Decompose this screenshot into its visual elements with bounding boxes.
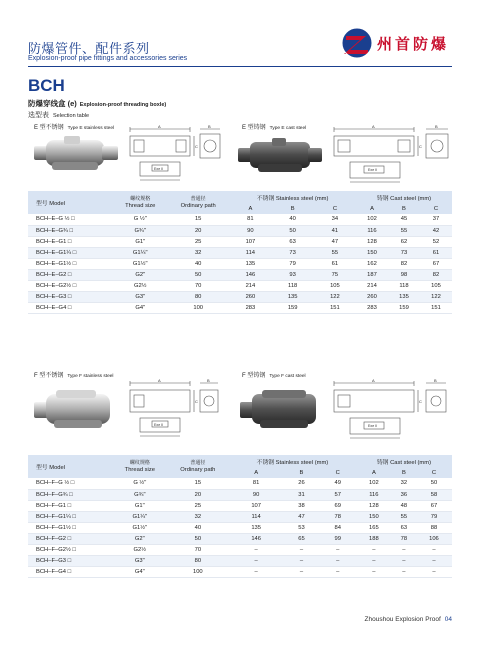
table-cell: 81 — [252, 480, 260, 487]
table-cell: 67 — [430, 502, 438, 509]
table-row — [28, 225, 452, 236]
table-row — [28, 214, 452, 225]
table-cell: G1" — [135, 238, 146, 245]
table-cell: 50 — [167, 533, 229, 544]
table-row — [28, 258, 452, 269]
table-cell: 100 — [193, 304, 204, 311]
table-cell: 105 — [330, 282, 340, 289]
model-cell: BCH–E–G1¼ □ — [28, 247, 113, 258]
model-cell: BCH–E–G2 □ — [28, 269, 113, 280]
table-cell: 31 — [283, 489, 319, 500]
table-cell: 214 — [245, 282, 256, 289]
spec-table-f — [28, 455, 452, 578]
table-cell: 100 — [192, 568, 203, 575]
table-cell: 61 — [420, 247, 452, 258]
table-cell: – — [320, 555, 356, 566]
table-cell: 135 — [245, 260, 256, 267]
dim-b-label: B — [207, 378, 210, 383]
table-cell: 20 — [167, 225, 229, 236]
table-cell: 116 — [356, 489, 392, 500]
table-cell: G1½" — [132, 260, 148, 267]
model-cell: BCH–F–G1 □ — [36, 502, 72, 509]
table-cell: G1½" — [132, 524, 148, 531]
f-cast-drawing — [330, 378, 454, 444]
table-cell: 50 — [430, 480, 438, 487]
table-cell: 67 — [432, 260, 440, 267]
spec-table-e — [28, 191, 452, 314]
model-cell: BCH–F–G2½ □ — [36, 546, 76, 553]
table-row — [28, 302, 452, 313]
product-title-en: Explosion-proof threading boxle) — [79, 102, 167, 108]
table-cell: 45 — [400, 216, 408, 223]
e-stainless-photo — [30, 132, 122, 178]
dim-c-label: C — [419, 144, 422, 149]
figure-label-e-stainless: E 型不锈钢 Type E stainless steel — [34, 125, 115, 131]
table-cell: 40 — [194, 260, 202, 267]
model-cell: BCH–E–G1½ □ — [36, 260, 77, 267]
table-cell: 25 — [194, 502, 202, 509]
table-cell: G¾" — [113, 225, 167, 236]
table-cell: – — [432, 568, 436, 575]
e-cast-photo — [236, 134, 326, 178]
table-row — [28, 478, 452, 489]
table-row — [28, 236, 452, 247]
table-row — [28, 247, 452, 258]
table-row — [28, 280, 452, 291]
table-row — [28, 544, 452, 555]
col-model: 型号 Model — [28, 191, 113, 214]
table-cell: 78 — [320, 511, 356, 522]
col-cast: 铸钢 Cast steel (mm) — [356, 455, 452, 467]
model-cell: BCH–E–G1 □ — [36, 238, 72, 245]
exe-label: Exe II — [368, 168, 378, 172]
table-cell: 146 — [229, 533, 283, 544]
table-cell: 32 — [400, 480, 408, 487]
table-cell: 128 — [369, 502, 379, 509]
table-row — [28, 511, 452, 522]
table-cell: 260 — [229, 291, 271, 302]
table-cell: 75 — [314, 269, 356, 280]
col-b: B — [283, 467, 319, 478]
dim-a-label: A — [158, 124, 161, 129]
table-cell: 90 — [229, 489, 283, 500]
dim-c-label: C — [419, 399, 422, 404]
f-stainless-drawing — [126, 378, 224, 442]
model-cell: BCH–F–G1¼ □ — [28, 511, 113, 522]
table-cell: 55 — [388, 225, 420, 236]
table-cell: 69 — [334, 502, 341, 509]
table-cell: 114 — [229, 511, 283, 522]
table-cell: 40 — [289, 216, 296, 223]
table-cell: 82 — [400, 260, 408, 267]
table-cell: – — [392, 555, 416, 566]
model-cell: BCH–F–G¾ □ — [28, 489, 113, 500]
table-cell: 65 — [283, 533, 319, 544]
table-cell: 40 — [194, 524, 202, 531]
table-cell: 47 — [283, 511, 319, 522]
page-footer — [365, 616, 452, 623]
table-row — [28, 500, 452, 511]
logo-mark-icon — [340, 26, 374, 60]
table-cell: 78 — [392, 533, 416, 544]
exe-label: Exe II — [368, 424, 378, 428]
table-cell: – — [299, 568, 304, 575]
page-number: 04 — [444, 616, 452, 623]
col-b: B — [392, 467, 416, 478]
table-cell: 26 — [298, 480, 305, 487]
col-path: 普通径 Ordinary path — [167, 191, 229, 214]
table-cell: G3" — [113, 291, 167, 302]
model-cell: BCH–E–G ½ □ — [36, 216, 75, 223]
product-title-cn: 防爆穿线盒 (e) — [28, 99, 77, 108]
table-cell: 58 — [416, 489, 452, 500]
table-row — [28, 533, 452, 544]
model-cell: BCH–E–G4 □ — [36, 304, 72, 311]
table-cell: 128 — [367, 238, 377, 245]
table-cell: 90 — [229, 225, 271, 236]
col-c: C — [320, 467, 356, 478]
col-a: A — [229, 467, 283, 478]
header-divider — [28, 66, 452, 67]
table-cell: – — [283, 555, 319, 566]
page-title: 防爆管件、配件系列 — [28, 41, 150, 56]
table-cell: G3" — [113, 555, 167, 566]
table-cell: 61 — [331, 260, 339, 267]
model-heading: BCH — [28, 76, 65, 95]
table-cell: 107 — [251, 502, 261, 509]
table-cell: 36 — [392, 489, 416, 500]
table-cell: 146 — [229, 269, 271, 280]
model-cell: BCH–E–G2½ □ — [36, 282, 77, 289]
table-cell: 52 — [432, 238, 440, 245]
dim-a-label: A — [372, 378, 375, 383]
table-cell: 25 — [194, 238, 202, 245]
table-cell: 106 — [416, 533, 452, 544]
f-stainless-photo — [30, 384, 120, 434]
table-cell: 37 — [432, 216, 440, 223]
table-cell: 32 — [167, 247, 229, 258]
dim-a-label: A — [372, 124, 375, 129]
table-row — [28, 269, 452, 280]
table-cell: 102 — [369, 480, 379, 487]
table-cell: G4" — [134, 568, 145, 575]
col-c: C — [314, 203, 356, 214]
table-cell: 122 — [420, 291, 452, 302]
table-cell: 122 — [314, 291, 356, 302]
table-cell: G1¼" — [113, 511, 167, 522]
table-cell: – — [372, 546, 376, 553]
table-cell: 151 — [330, 304, 340, 311]
page-subtitle: Explosion-proof pipe fittings and accessories series — [28, 55, 188, 62]
figure-label-e-cast: E 型铸钢 Type E cast steel — [242, 125, 307, 131]
table-cell: – — [336, 568, 340, 575]
table-cell: 283 — [367, 304, 377, 311]
table-cell: 98 — [388, 269, 420, 280]
table-cell: 151 — [431, 304, 441, 311]
table-cell: 32 — [167, 511, 229, 522]
table-cell: 214 — [367, 282, 377, 289]
col-thread: 螺纹规格 Thread size — [113, 191, 167, 214]
brand-logo — [340, 26, 458, 60]
table-cell: 105 — [431, 282, 441, 289]
col-c: C — [416, 467, 452, 478]
table-cell: 159 — [399, 304, 409, 311]
table-cell: G ½" — [133, 480, 147, 487]
table-cell: 116 — [356, 225, 388, 236]
selection-title-en: Selection table — [53, 113, 90, 119]
table-cell: 80 — [167, 291, 229, 302]
col-a: A — [356, 203, 388, 214]
table-cell: – — [356, 555, 392, 566]
table-cell: 81 — [247, 216, 254, 223]
col-cast: 铸钢 Cast steel (mm) — [356, 191, 452, 203]
table-cell: 82 — [420, 269, 452, 280]
col-model: 型号 Model — [28, 455, 113, 478]
table-cell: G2½ — [133, 546, 147, 553]
table-row — [28, 555, 452, 566]
table-cell: 55 — [314, 247, 356, 258]
model-cell: BCH–F–G2 □ — [28, 533, 113, 544]
table-cell: 99 — [320, 533, 356, 544]
table-cell: 53 — [298, 524, 305, 531]
table-cell: 73 — [272, 247, 314, 258]
table-cell: G1¼" — [113, 247, 167, 258]
model-cell: BCH–F–G4 □ — [36, 568, 72, 575]
table-cell: – — [254, 546, 258, 553]
footer-text: Zhoushou Explosion Proof — [364, 616, 441, 623]
table-cell: 107 — [245, 238, 256, 245]
col-b: B — [272, 203, 314, 214]
table-cell: G ½" — [133, 216, 147, 223]
table-cell: 102 — [367, 216, 377, 223]
table-cell: 162 — [367, 260, 377, 267]
table-cell: G1" — [134, 502, 145, 509]
table-cell: 93 — [272, 269, 314, 280]
table-cell: – — [372, 568, 376, 575]
table-cell: G2½ — [133, 282, 147, 289]
table-cell: 260 — [356, 291, 388, 302]
table-cell: 159 — [287, 304, 298, 311]
table-cell: 79 — [289, 260, 296, 267]
table-cell: 150 — [356, 511, 392, 522]
model-cell: BCH–E–G3 □ — [28, 291, 113, 302]
table-cell: 150 — [356, 247, 388, 258]
table-cell: 135 — [272, 291, 314, 302]
table-row — [28, 522, 452, 533]
col-stainless: 不锈钢 Stainless steel (mm) — [229, 455, 356, 467]
e-stainless-drawing — [126, 124, 224, 186]
table-cell: 79 — [416, 511, 452, 522]
table-cell: 41 — [314, 225, 356, 236]
table-cell: – — [229, 555, 283, 566]
table-cell: 70 — [194, 282, 202, 289]
table-cell: 135 — [388, 291, 420, 302]
model-cell: BCH–F–G ½ □ — [36, 480, 75, 487]
table-cell: 63 — [289, 238, 296, 245]
f-cast-photo — [238, 386, 324, 434]
table-cell: 63 — [400, 524, 408, 531]
table-cell: 73 — [388, 247, 420, 258]
table-cell: 15 — [194, 216, 202, 223]
table-cell: 118 — [288, 282, 298, 289]
dim-b-label: B — [434, 378, 437, 383]
table-cell: 84 — [334, 524, 341, 531]
table-cell: 118 — [399, 282, 409, 289]
exe-label: Exe II — [154, 423, 164, 427]
table-cell: 55 — [392, 511, 416, 522]
table-cell: 62 — [400, 238, 408, 245]
col-path: 普通径 Ordinary path — [167, 455, 229, 478]
table-cell: 88 — [430, 524, 438, 531]
dim-b-label: B — [208, 124, 211, 129]
table-cell: – — [416, 555, 452, 566]
table-cell: 42 — [420, 225, 452, 236]
table-cell: 49 — [334, 480, 341, 487]
table-cell: – — [254, 568, 258, 575]
figure-label-f-stainless: F 型不锈钢 Type F stainless steel — [34, 373, 114, 379]
col-a: A — [229, 203, 271, 214]
e-cast-drawing — [330, 124, 454, 188]
dim-b-label: B — [435, 124, 438, 129]
table-cell: 283 — [245, 304, 256, 311]
table-row — [28, 566, 452, 577]
table-cell: G4" — [135, 304, 146, 311]
table-cell: G¾" — [113, 489, 167, 500]
selection-title-cn: 选型表 — [28, 112, 49, 119]
table-cell: 34 — [331, 216, 339, 223]
col-b: B — [388, 203, 420, 214]
table-cell: G2" — [113, 533, 167, 544]
table-cell: 15 — [194, 480, 202, 487]
product-title — [28, 98, 166, 109]
dim-c-label: C — [195, 144, 198, 149]
table-cell: – — [299, 546, 304, 553]
table-cell: – — [402, 546, 406, 553]
table-cell: 80 — [167, 555, 229, 566]
table-cell: – — [402, 568, 406, 575]
model-cell: BCH–F–G1½ □ — [36, 524, 76, 531]
dim-c-label: C — [195, 399, 198, 404]
table-cell: 57 — [320, 489, 356, 500]
selection-table-title — [28, 110, 89, 120]
table-cell: 48 — [400, 502, 408, 509]
table-cell: – — [336, 546, 340, 553]
table-cell: 187 — [356, 269, 388, 280]
table-cell: 20 — [167, 489, 229, 500]
figure-label-f-cast: F 型铸钢 Type F cast steel — [242, 373, 306, 379]
table-cell: 38 — [298, 502, 305, 509]
table-cell: 70 — [194, 546, 202, 553]
table-cell: G2" — [113, 269, 167, 280]
table-cell: 188 — [356, 533, 392, 544]
table-cell: 135 — [251, 524, 261, 531]
col-stainless: 不锈钢 Stainless steel (mm) — [229, 191, 356, 203]
table-row — [28, 489, 452, 500]
exe-label: Exe II — [154, 167, 164, 171]
col-thread: 螺纹规格 Thread size — [113, 455, 167, 478]
table-cell: 50 — [272, 225, 314, 236]
col-a: A — [356, 467, 392, 478]
table-cell: 114 — [229, 247, 271, 258]
logo-text: 州首防爆 — [377, 35, 450, 53]
table-cell: – — [432, 546, 436, 553]
table-cell: 50 — [167, 269, 229, 280]
table-row — [28, 291, 452, 302]
col-c: C — [420, 203, 452, 214]
model-cell: BCH–E–G¾ □ — [28, 225, 113, 236]
dim-a-label: A — [158, 378, 161, 383]
model-cell: BCH–F–G3 □ — [28, 555, 113, 566]
table-cell: 47 — [331, 238, 339, 245]
table-cell: 165 — [369, 524, 379, 531]
